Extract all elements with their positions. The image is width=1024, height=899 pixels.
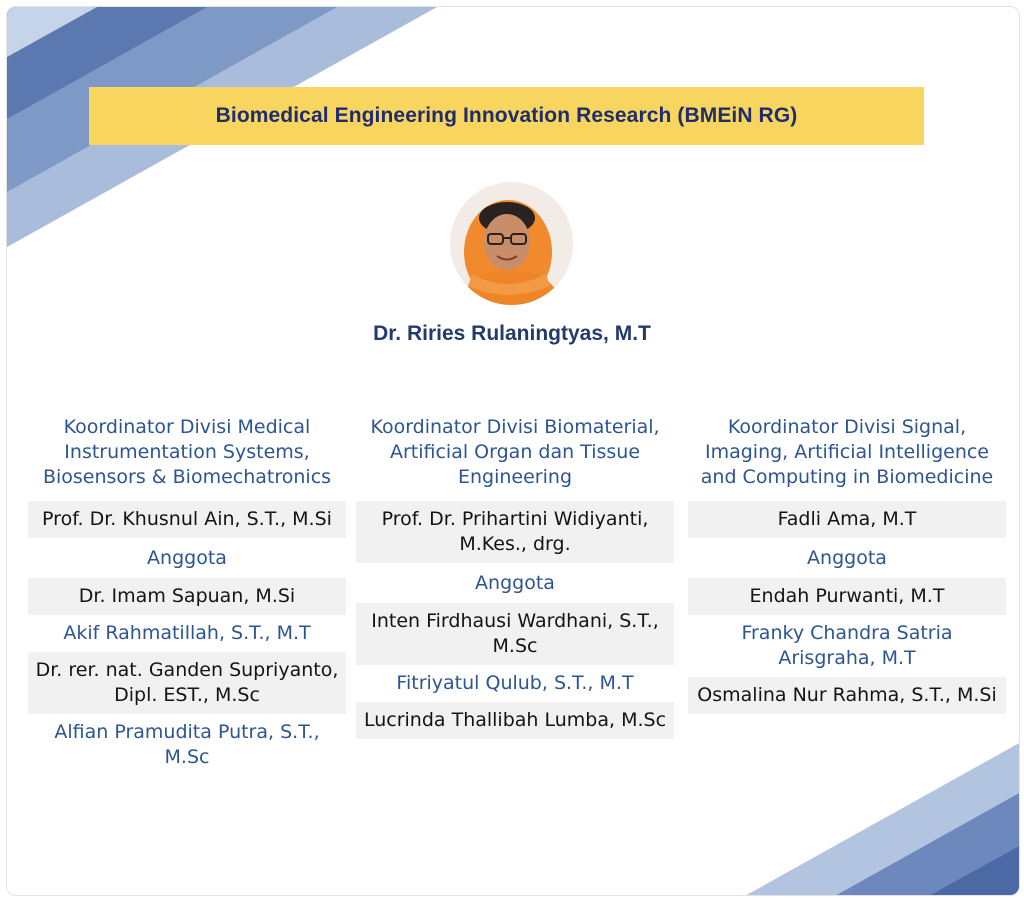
member-item: Endah Purwanti, M.T <box>688 578 1006 615</box>
coordinator-title: Koordinator Divisi Biomaterial, Artificial Organ dan Tissue Engineering <box>370 416 660 488</box>
leader-name: Dr. Riries Rulaningtyas, M.T <box>373 322 651 345</box>
page-title: Biomedical Engineering Innovation Research (BMEiN RG) <box>215 104 798 127</box>
coordinator-title: Koordinator Divisi Signal, Imaging, Artificial Intelligence and Computing in Biomedicine <box>700 416 994 488</box>
member-item: Franky Chandra Satria Arisgraha, M.T <box>688 615 1006 677</box>
members-label: Anggota <box>147 547 227 569</box>
division-column-biomaterial <box>356 412 674 739</box>
member-item: Dr. Imam Sapuan, M.Si <box>28 578 346 615</box>
member-item: Osmalina Nur Rahma, S.T., M.Si <box>688 677 1006 714</box>
member-item: Lucrinda Thallibah Lumba, M.Sc <box>356 702 674 739</box>
coordinator-name: Prof. Dr. Khusnul Ain, S.T., M.Si <box>28 501 346 538</box>
member-item: Dr. rer. nat. Ganden Supriyanto, Dipl. EST., M.Sc <box>28 652 346 714</box>
leader-avatar <box>450 182 573 305</box>
division-column-signal-imaging <box>688 412 1006 714</box>
coordinator-title: Koordinator Divisi Medical Instrumentation Systems, Biosensors & Biomechatronics <box>42 416 332 488</box>
title-banner <box>89 87 924 145</box>
member-item: Inten Firdhausi Wardhani, S.T., M.Sc <box>356 603 674 665</box>
division-column-medical-instrumentation <box>28 412 346 776</box>
member-item: Akif Rahmatillah, S.T., M.T <box>28 615 346 652</box>
coordinator-name: Prof. Dr. Prihartini Widiyanti, M.Kes., drg. <box>356 501 674 563</box>
members-label: Anggota <box>807 547 887 569</box>
leader-portrait-image <box>450 182 573 305</box>
member-item: Fitriyatul Qulub, S.T., M.T <box>356 665 674 702</box>
members-label: Anggota <box>475 572 555 594</box>
member-item: Alfian Pramudita Putra, S.T., M.Sc <box>28 714 346 776</box>
coordinator-name: Fadli Ama, M.T <box>688 501 1006 538</box>
poster-card <box>6 6 1020 896</box>
